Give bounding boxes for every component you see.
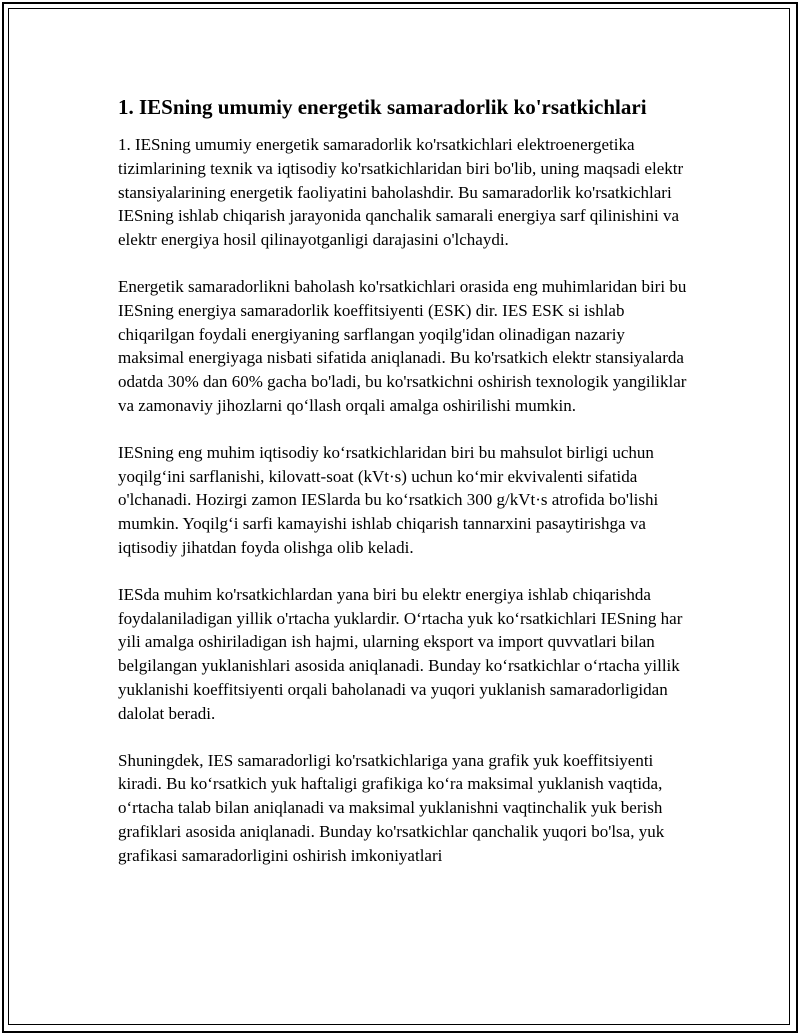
paragraph-2: Energetik samaradorlikni baholash ko'rsatkichlari orasida eng muhimlaridan biri bu IESning energiya samaradorlik koeffitsiyenti (ESK) dir. IES ESK si ishlab chiqarilgan foydali energiyaning sarflangan yoqilg'idan olinadigan nazariy maksimal energiyaga nisbati sifatida aniqlanadi. Bu ko'rsatkich elektr stansiyalarda odatda 30% dan 60% gacha bo'ladi, bu ko'rsatkichni oshirish texnologik yangiliklar va zamonaviy jihozlarni qo‘llash orqali amalga oshirilishi mumkin. [118,276,687,415]
paragraph-1: 1. IESning umumiy energetik samaradorlik ko'rsatkichlari elektroenergetika tizimlarining texnik va iqtisodiy ko'rsatkichlaridan biri bo'lib, uning maqsadi elektr stansiyalarining energetik faoliyatini baholashdir. Bu samaradorlik ko'rsatkichlari IESning ishlab chiqarish jarayonida qanchalik samarali energiya sarf qilinishini va elektr energiya hosil qilinayotganligi darajasini o'lchaydi. [118,135,684,250]
paragraph-5: Shuningdek, IES samaradorligi ko'rsatkichlariga yana grafik yuk koeffitsiyenti kiradi. Bu ko‘rsatkich yuk haftaligi grafikiga ko‘ra maksimal yuklanish vaqtida, o‘rtacha talab bilan aniqlanadi va maksimal yuklanishni vaqtinchalik yuk berish grafiklari asosida aniqlanadi. Bunday ko'rsatkichlar qanchalik yuqori bo'lsa, yuk grafikasi samaradorligini oshirish imkoniyatlari [118,750,665,865]
document-page [118,93,688,891]
paragraph-3: IESning eng muhim iqtisodiy ko‘rsatkichlaridan biri bu mahsulot birligi uchun yoqilg‘ini sarflanishi, kilovatt-soat (kVt·s) uchun ko‘mir ekvivalenti sifatida o'lchanadi. Hozirgi zamon IESlarda bu ko‘rsatkich 300 g/kVt·s atrofida bo'lishi mumkin. Yoqilg‘i sarfi kamayishi ishlab chiqarish tannarxini pasaytirishga va iqtisodiy jihatdan foyda olishga olib keladi. [118,442,659,557]
paragraph-4: IESda muhim ko'rsatkichlardan yana biri bu elektr energiya ishlab chiqarishda foydalaniladigan yillik o'rtacha yuklardir. O‘rtacha yuk ko‘rsatkichlari IESning har yili amalga oshiriladigan ish hajmi, ularning eksport va import quvvatlari bilan belgilangan yuklanishlari asosida aniqlanadi. Bunday ko‘rsatkichlar o‘rtacha yillik yuklanishi koeffitsiyenti orqali baholanadi va yuqori yuklanish samaradorligidan dalolat beradi. [118,584,683,723]
document-title: 1. IESning umumiy energetik samaradorlik ko'rsatkichlari [118,95,647,119]
